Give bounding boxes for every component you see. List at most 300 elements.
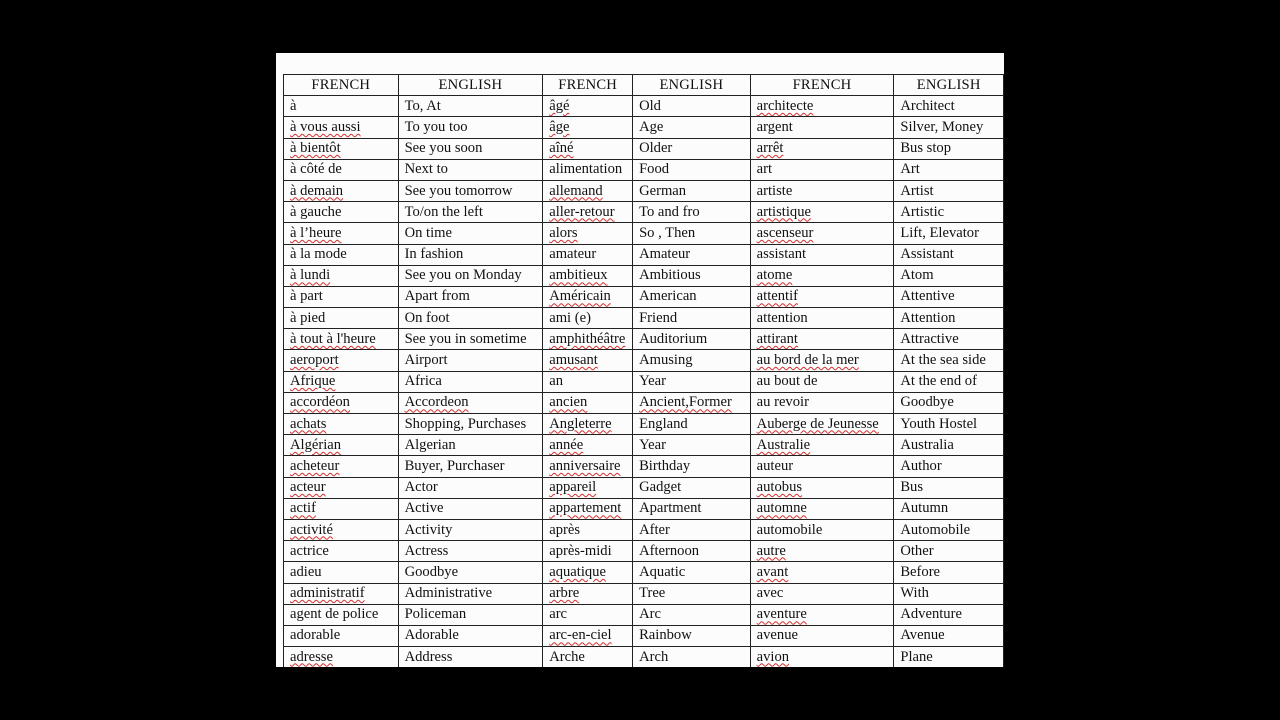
french-term-col2 — [543, 392, 633, 413]
english-translation-col3 — [894, 138, 1004, 159]
cell-text: Author — [900, 457, 942, 474]
table-body — [284, 96, 1004, 667]
cell-text: To you too — [404, 118, 468, 135]
french-term-col2 — [543, 350, 633, 371]
cell-text: Old — [639, 97, 661, 114]
cell-text: So , Then — [639, 224, 696, 241]
header-english-translation-col2: ENGLISH — [633, 75, 751, 96]
cell-text: Next to — [404, 161, 448, 178]
french-term-col2 — [543, 541, 633, 562]
english-translation-col3 — [894, 435, 1004, 456]
cell-text: alimentation — [549, 161, 623, 178]
cell-text: Shopping, Purchases — [404, 415, 527, 432]
cell-text: Address — [404, 648, 453, 665]
cell-text: au bout de — [756, 373, 818, 390]
english-translation-col2 — [633, 138, 751, 159]
cell-text: To and fro — [639, 203, 700, 220]
cell-text: artistique — [756, 203, 811, 220]
french-term-col3 — [750, 519, 894, 540]
cell-text: amphithéâtre — [549, 330, 626, 347]
french-term-col2 — [543, 604, 633, 625]
french-term-col2 — [543, 180, 633, 201]
cell-text: ami (e) — [549, 309, 591, 326]
cell-text: Tree — [639, 585, 666, 602]
cell-text: Age — [639, 118, 664, 135]
table-row — [284, 202, 1004, 223]
cell-text: avion — [756, 648, 790, 665]
cell-text: Accordeon — [404, 394, 469, 411]
english-translation-col3 — [894, 583, 1004, 604]
english-translation-col3 — [894, 265, 1004, 286]
english-translation-col1 — [398, 329, 543, 350]
table-row — [284, 498, 1004, 519]
cell-text: anniversaire — [549, 457, 621, 474]
french-term-col3 — [750, 286, 894, 307]
cell-text: Goodbye — [900, 394, 954, 411]
cell-text: attentif — [756, 288, 798, 305]
cell-text: Artistic — [900, 203, 945, 220]
cell-text: Youth Hostel — [900, 415, 978, 432]
cell-text: arc-en-ciel — [549, 627, 612, 644]
cell-text: Before — [900, 563, 941, 580]
cell-text: Other — [900, 542, 934, 559]
table-row — [284, 456, 1004, 477]
cell-text: Birthday — [639, 457, 691, 474]
french-term-col3 — [750, 414, 894, 435]
english-translation-col1 — [398, 625, 543, 646]
french-term-col1 — [284, 265, 399, 286]
cell-text: arbre — [549, 585, 580, 602]
cell-text: Auberge de Jeunesse — [756, 415, 879, 432]
cell-text: adorable — [290, 627, 341, 644]
cell-text: England — [639, 415, 688, 432]
cell-text: appareil — [549, 479, 597, 496]
english-translation-col2 — [633, 498, 751, 519]
english-translation-col2 — [633, 308, 751, 329]
french-term-col1 — [284, 604, 399, 625]
french-term-col3 — [750, 604, 894, 625]
table-row — [284, 414, 1004, 435]
header-english-translation-col3: ENGLISH — [894, 75, 1004, 96]
cell-text: To/on the left — [404, 203, 483, 220]
english-translation-col2 — [633, 159, 751, 180]
cell-text: Bus stop — [900, 140, 952, 157]
table-row — [284, 265, 1004, 286]
english-translation-col1 — [398, 202, 543, 223]
cell-text: à bientôt — [290, 140, 341, 157]
english-translation-col2 — [633, 414, 751, 435]
cell-text: agent de police — [290, 606, 379, 623]
cell-text: an — [549, 373, 563, 390]
header-french-term-col2: FRENCH — [543, 75, 633, 96]
french-term-col2 — [543, 477, 633, 498]
french-term-col2 — [543, 286, 633, 307]
cell-text: après — [549, 521, 581, 538]
table-row — [284, 329, 1004, 350]
table-row — [284, 308, 1004, 329]
english-translation-col2 — [633, 223, 751, 244]
cell-text: artiste — [756, 182, 793, 199]
english-translation-col1 — [398, 371, 543, 392]
french-term-col1 — [284, 392, 399, 413]
french-term-col2 — [543, 138, 633, 159]
french-term-col2 — [543, 562, 633, 583]
english-translation-col1 — [398, 392, 543, 413]
english-translation-col1 — [398, 265, 543, 286]
english-translation-col2 — [633, 202, 751, 223]
table-row — [284, 159, 1004, 180]
english-translation-col2 — [633, 371, 751, 392]
english-translation-col2 — [633, 477, 751, 498]
english-translation-col2 — [633, 647, 751, 667]
document-page — [276, 53, 1004, 667]
english-translation-col3 — [894, 519, 1004, 540]
cell-text: acheteur — [290, 457, 340, 474]
cell-text: Aquatic — [639, 563, 686, 580]
cell-text: automobile — [756, 521, 823, 538]
table-row — [284, 647, 1004, 667]
cell-text: Américain — [549, 288, 611, 305]
french-term-col1 — [284, 456, 399, 477]
table-row — [284, 562, 1004, 583]
french-term-col3 — [750, 498, 894, 519]
english-translation-col3 — [894, 202, 1004, 223]
cell-text: Australie — [756, 436, 811, 453]
cell-text: Buyer, Purchaser — [404, 457, 505, 474]
table-row — [284, 371, 1004, 392]
cell-text: Africa — [404, 373, 442, 390]
cell-text: Adventure — [900, 606, 962, 623]
cell-text: Art — [900, 161, 920, 178]
english-translation-col3 — [894, 456, 1004, 477]
cell-text: au bord de la mer — [756, 352, 859, 369]
french-term-col3 — [750, 244, 894, 265]
cell-text: With — [900, 585, 929, 602]
english-translation-col3 — [894, 562, 1004, 583]
english-translation-col3 — [894, 647, 1004, 667]
english-translation-col2 — [633, 180, 751, 201]
english-translation-col3 — [894, 541, 1004, 562]
table-row — [284, 519, 1004, 540]
cell-text: Ancient,Former — [639, 394, 732, 411]
cell-text: Afternoon — [639, 542, 700, 559]
french-term-col2 — [543, 647, 633, 667]
french-term-col3 — [750, 96, 894, 117]
french-term-col2 — [543, 96, 633, 117]
english-translation-col2 — [633, 286, 751, 307]
cell-text: à — [290, 97, 297, 114]
french-term-col2 — [543, 308, 633, 329]
cell-text: Auditorium — [639, 330, 708, 347]
cell-text: arrêt — [756, 140, 784, 157]
cell-text: automne — [756, 500, 807, 517]
english-translation-col3 — [894, 604, 1004, 625]
french-term-col2 — [543, 329, 633, 350]
cell-text: ancien — [549, 394, 588, 411]
cell-text: amusant — [549, 352, 598, 369]
english-translation-col1 — [398, 519, 543, 540]
cell-text: Adorable — [404, 627, 459, 644]
english-translation-col2 — [633, 562, 751, 583]
french-term-col3 — [750, 435, 894, 456]
french-term-col1 — [284, 498, 399, 519]
cell-text: adieu — [290, 563, 322, 580]
table-row — [284, 117, 1004, 138]
cell-text: à pied — [290, 309, 326, 326]
cell-text: autre — [756, 542, 786, 559]
french-term-col2 — [543, 265, 633, 286]
header-english-translation-col1: ENGLISH — [398, 75, 543, 96]
cell-text: avec — [756, 585, 784, 602]
french-term-col1 — [284, 519, 399, 540]
cell-text: accordéon — [290, 394, 350, 411]
cell-text: Amateur — [639, 246, 691, 263]
table-row — [284, 392, 1004, 413]
cell-text: Algérian — [290, 436, 342, 453]
table-header — [284, 75, 1004, 96]
french-term-col1 — [284, 138, 399, 159]
english-translation-col1 — [398, 244, 543, 265]
french-term-col1 — [284, 350, 399, 371]
english-translation-col3 — [894, 117, 1004, 138]
english-translation-col3 — [894, 414, 1004, 435]
french-term-col3 — [750, 202, 894, 223]
cell-text: Administrative — [404, 585, 493, 602]
cell-text: Year — [639, 373, 666, 390]
cell-text: à gauche — [290, 203, 342, 220]
cell-text: Actress — [404, 542, 449, 559]
english-translation-col3 — [894, 286, 1004, 307]
table-row — [284, 350, 1004, 371]
french-term-col1 — [284, 223, 399, 244]
english-translation-col3 — [894, 371, 1004, 392]
english-translation-col1 — [398, 562, 543, 583]
cell-text: allemand — [549, 182, 603, 199]
cell-text: Airport — [404, 352, 448, 369]
french-term-col2 — [543, 117, 633, 138]
english-translation-col3 — [894, 180, 1004, 201]
table-row — [284, 138, 1004, 159]
english-translation-col1 — [398, 96, 543, 117]
cell-text: Plane — [900, 648, 933, 665]
french-term-col2 — [543, 625, 633, 646]
french-term-col1 — [284, 159, 399, 180]
english-translation-col3 — [894, 625, 1004, 646]
english-translation-col2 — [633, 350, 751, 371]
header-french-term-col1: FRENCH — [284, 75, 399, 96]
cell-text: Architect — [900, 97, 955, 114]
english-translation-col3 — [894, 244, 1004, 265]
cell-text: activité — [290, 521, 333, 538]
cell-text: American — [639, 288, 697, 305]
french-term-col1 — [284, 286, 399, 307]
english-translation-col1 — [398, 138, 543, 159]
english-translation-col1 — [398, 180, 543, 201]
french-term-col3 — [750, 562, 894, 583]
cell-text: Avenue — [900, 627, 945, 644]
english-translation-col2 — [633, 96, 751, 117]
french-term-col1 — [284, 244, 399, 265]
french-term-col1 — [284, 180, 399, 201]
table-row — [284, 435, 1004, 456]
cell-text: At the sea side — [900, 352, 986, 369]
cell-text: ascenseur — [756, 224, 814, 241]
cell-text: Algerian — [404, 436, 456, 453]
cell-text: Apart from — [404, 288, 470, 305]
cell-text: Apartment — [639, 500, 702, 517]
english-translation-col1 — [398, 223, 543, 244]
french-term-col2 — [543, 414, 633, 435]
table-row — [284, 244, 1004, 265]
cell-text: année — [549, 436, 584, 453]
french-term-col1 — [284, 477, 399, 498]
french-term-col2 — [543, 159, 633, 180]
english-translation-col3 — [894, 329, 1004, 350]
cell-text: Attentive — [900, 288, 955, 305]
cell-text: à la mode — [290, 246, 347, 263]
cell-text: Angleterre — [549, 415, 612, 432]
cell-text: Afrique — [290, 373, 336, 390]
french-term-col2 — [543, 223, 633, 244]
cell-text: To, At — [404, 97, 441, 114]
english-translation-col2 — [633, 435, 751, 456]
cell-text: German — [639, 182, 687, 199]
table-row — [284, 180, 1004, 201]
cell-text: Friend — [639, 309, 678, 326]
english-translation-col3 — [894, 477, 1004, 498]
cell-text: Attractive — [900, 330, 959, 347]
french-term-col3 — [750, 541, 894, 562]
english-translation-col3 — [894, 96, 1004, 117]
cell-text: Attention — [900, 309, 956, 326]
cell-text: Arch — [639, 648, 669, 665]
cell-text: attirant — [756, 330, 798, 347]
cell-text: acteur — [290, 479, 326, 496]
french-term-col2 — [543, 371, 633, 392]
cell-text: aîné — [549, 140, 574, 157]
cell-text: Bus — [900, 479, 924, 496]
cell-text: actif — [290, 500, 316, 517]
french-term-col1 — [284, 414, 399, 435]
english-translation-col3 — [894, 308, 1004, 329]
french-term-col1 — [284, 583, 399, 604]
cell-text: âge — [549, 118, 570, 135]
cell-text: Active — [404, 500, 444, 517]
french-term-col3 — [750, 392, 894, 413]
french-term-col2 — [543, 202, 633, 223]
english-translation-col2 — [633, 604, 751, 625]
french-term-col2 — [543, 519, 633, 540]
table-row — [284, 625, 1004, 646]
cell-text: Food — [639, 161, 670, 178]
english-translation-col2 — [633, 392, 751, 413]
english-translation-col2 — [633, 519, 751, 540]
french-term-col3 — [750, 350, 894, 371]
english-translation-col2 — [633, 329, 751, 350]
english-translation-col3 — [894, 350, 1004, 371]
french-term-col3 — [750, 159, 894, 180]
cell-text: See you tomorrow — [404, 182, 513, 199]
cell-text: avenue — [756, 627, 798, 644]
french-term-col3 — [750, 265, 894, 286]
cell-text: Australia — [900, 436, 954, 453]
french-term-col3 — [750, 308, 894, 329]
cell-text: au revoir — [756, 394, 809, 411]
cell-text: See you in sometime — [404, 330, 527, 347]
cell-text: âgé — [549, 97, 570, 114]
english-translation-col2 — [633, 456, 751, 477]
cell-text: administratif — [290, 585, 365, 602]
english-translation-col1 — [398, 456, 543, 477]
french-term-col2 — [543, 435, 633, 456]
cell-text: actrice — [290, 542, 329, 559]
french-term-col3 — [750, 456, 894, 477]
french-term-col1 — [284, 117, 399, 138]
french-term-col1 — [284, 308, 399, 329]
cell-text: après-midi — [549, 542, 612, 559]
french-term-col2 — [543, 244, 633, 265]
cell-text: Policeman — [404, 606, 467, 623]
french-term-col1 — [284, 647, 399, 667]
cell-text: Silver, Money — [900, 118, 984, 135]
french-term-col1 — [284, 435, 399, 456]
english-translation-col1 — [398, 477, 543, 498]
french-term-col3 — [750, 583, 894, 604]
cell-text: Assistant — [900, 246, 954, 263]
table-row — [284, 223, 1004, 244]
french-term-col3 — [750, 223, 894, 244]
cell-text: Autumn — [900, 500, 949, 517]
cell-text: adresse — [290, 648, 333, 665]
french-term-col3 — [750, 371, 894, 392]
cell-text: On time — [404, 224, 452, 241]
french-term-col1 — [284, 96, 399, 117]
english-translation-col1 — [398, 117, 543, 138]
cell-text: Atom — [900, 267, 934, 284]
english-translation-col1 — [398, 308, 543, 329]
cell-text: Lift, Elevator — [900, 224, 979, 241]
french-term-col1 — [284, 371, 399, 392]
english-translation-col2 — [633, 244, 751, 265]
cell-text: arc — [549, 606, 568, 623]
cell-text: Older — [639, 140, 673, 157]
english-translation-col3 — [894, 159, 1004, 180]
cell-text: atome — [756, 267, 793, 284]
cell-text: Activity — [404, 521, 453, 538]
cell-text: See you on Monday — [404, 267, 522, 284]
cell-text: Rainbow — [639, 627, 692, 644]
cell-text: à demain — [290, 182, 344, 199]
english-translation-col1 — [398, 159, 543, 180]
english-translation-col1 — [398, 583, 543, 604]
cell-text: avant — [756, 563, 789, 580]
english-translation-col1 — [398, 435, 543, 456]
french-term-col2 — [543, 498, 633, 519]
cell-text: Arc — [639, 606, 661, 623]
cell-text: After — [639, 521, 670, 538]
french-term-col3 — [750, 180, 894, 201]
table-row — [284, 96, 1004, 117]
english-translation-col1 — [398, 604, 543, 625]
cell-text: à vous aussi — [290, 118, 361, 135]
french-term-col3 — [750, 647, 894, 667]
french-term-col3 — [750, 625, 894, 646]
cell-text: à l’heure — [290, 224, 342, 241]
table-row — [284, 286, 1004, 307]
cell-text: On foot — [404, 309, 450, 326]
cell-text: à part — [290, 288, 323, 305]
french-term-col1 — [284, 541, 399, 562]
